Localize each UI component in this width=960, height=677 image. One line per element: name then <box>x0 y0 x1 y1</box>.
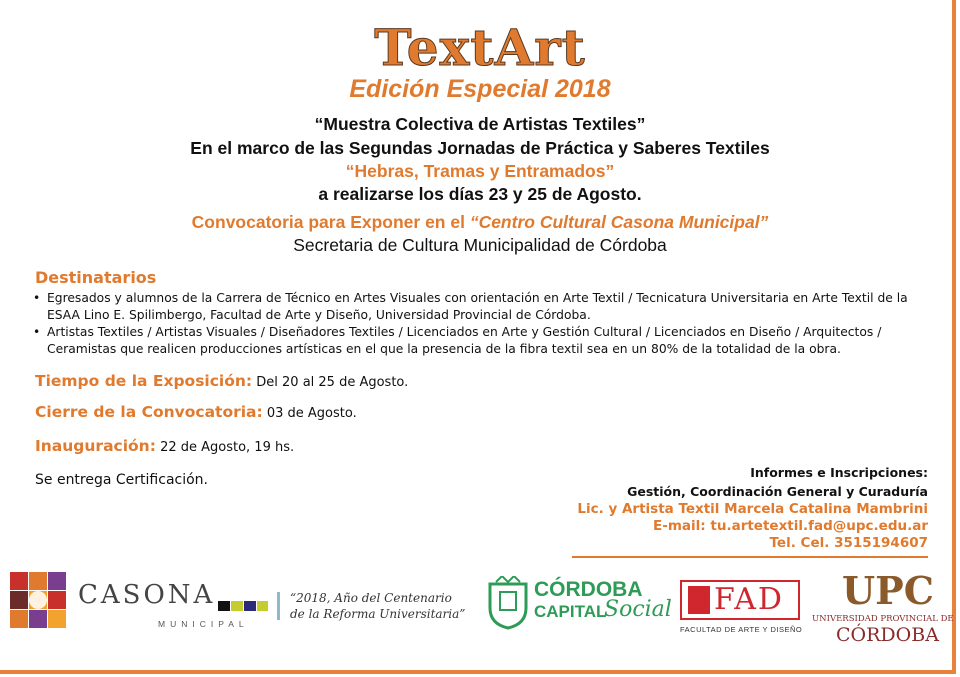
centenario-line-2: de la Reforma Universitaria” <box>290 607 466 621</box>
cordoba-wordmark: CÓRDOBA <box>534 578 643 601</box>
inauguracion-label: Inauguración: <box>35 437 156 455</box>
call-text: Convocatoria para Exponer en el <box>191 212 470 232</box>
upc-letters: UPC <box>842 568 934 613</box>
fad-subtitle: FACULTAD DE ARTE Y DISEÑO <box>680 625 803 634</box>
upc-wordmark <box>842 568 934 613</box>
call-line <box>0 212 960 233</box>
contact-email: E-mail: tu.artetextil.fad@upc.edu.ar <box>653 518 928 534</box>
contact-name: Lic. y Artista Textil Marcela Catalina Mambrini <box>577 501 928 517</box>
edition-title: Edición Especial 2018 <box>349 75 611 103</box>
fad-block <box>688 586 710 614</box>
tiempo-value: Del 20 al 25 de Agosto. <box>256 375 409 390</box>
inauguracion-row <box>35 437 925 455</box>
exhibition-title: “Muestra Colectiva de Artistas Textiles” <box>314 114 646 134</box>
fad-wordmark: FAD <box>714 582 784 617</box>
cierre-value: 03 de Agosto. <box>266 406 357 421</box>
casona-color-bar <box>218 598 268 616</box>
social-wordmark: Social <box>604 597 672 622</box>
contact-title: Informes e Inscripciones: <box>750 465 928 480</box>
venue-name: “Centro Cultural Casona Municipal” <box>469 212 769 232</box>
cierre-label: Cierre de la Convocatoria: <box>35 403 263 421</box>
upc-city: CÓRDOBA <box>836 624 939 646</box>
certificacion-note: Se entrega Certificación. <box>35 472 208 488</box>
destinatarios-item: • Egresados y alumnos de la Carrera de Técnico en Artes Visuales con orientación en Arte Textil / Tecnicatura Universitaria en Arte Textil de la ESAA Lino E. Spilimbergo, Facultad de Arte y Diseño, Universidad Provincial de Córdoba. <box>35 290 925 324</box>
upc-subtitle: UNIVERSIDAD PROVINCIAL DE <box>812 614 954 624</box>
centenario-text <box>290 590 465 622</box>
casona-emblem <box>10 572 66 628</box>
destinatarios-heading: Destinatarios <box>35 268 157 287</box>
casona-wordmark: CASONA <box>78 580 216 610</box>
event-dates: a realizarse los días 23 y 25 de Agosto. <box>318 184 642 204</box>
divider <box>572 556 928 558</box>
casona-municipal: MUNICIPAL <box>158 619 249 629</box>
event-name: “Hebras, Tramas y Entramados” <box>345 161 615 181</box>
centenario-line-1: “2018, Año del Centenario <box>290 591 452 605</box>
textart-logo: TextArt <box>374 18 586 77</box>
destinatarios-item: • Artistas Textiles / Artistas Visuales / Diseñadores Textiles / Licenciados en Arte y Gestión Cultural / Licenciados en Diseño / Arquitectos / Ceramistas que realicen producciones artísticas en el que la presencia de la fibra textil sea en un 80% de la totalidad de la obra. <box>35 324 925 358</box>
cordoba-shield-icon <box>486 576 530 630</box>
sponsor-logos <box>0 566 960 671</box>
contact-phone: Tel. Cel. 3515194607 <box>769 535 928 551</box>
capital-wordmark: CAPITAL <box>534 602 607 621</box>
tiempo-label: Tiempo de la Exposición: <box>35 372 253 390</box>
organizer-line: Secretaria de Cultura Municipalidad de Córdoba <box>293 235 667 255</box>
tiempo-row <box>35 372 925 390</box>
fad-logo <box>680 580 800 620</box>
centenario-bar <box>277 592 280 620</box>
cierre-row <box>35 403 925 421</box>
destinatarios-section <box>35 268 925 358</box>
inauguracion-value: 22 de Agosto, 19 hs. <box>160 440 295 455</box>
contact-gestion: Gestión, Coordinación General y Curaduría <box>627 484 928 499</box>
context-line: En el marco de las Segundas Jornadas de Práctica y Saberes Textiles <box>190 138 770 158</box>
